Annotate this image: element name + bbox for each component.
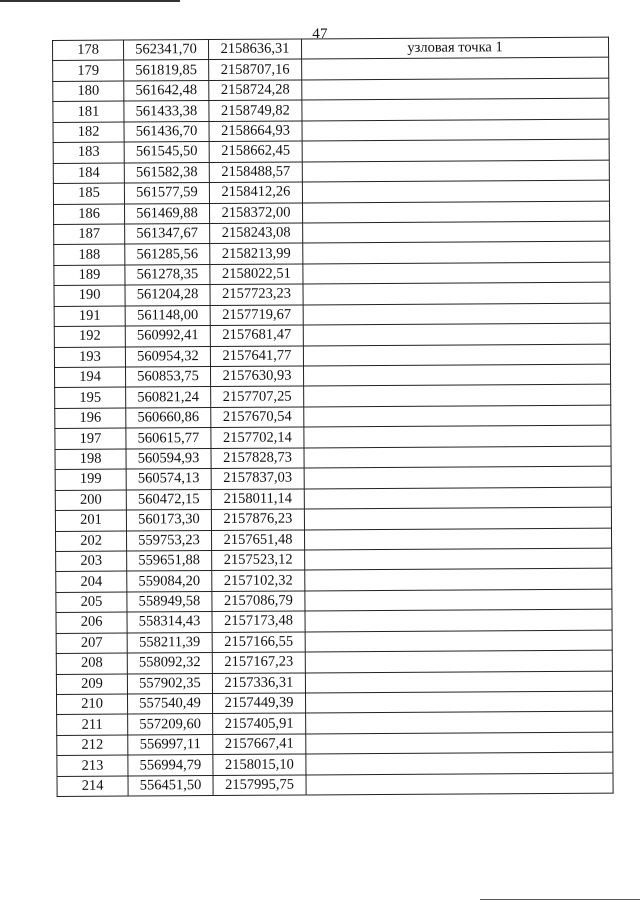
x-coordinate-cell: 560594,93 — [126, 448, 211, 469]
x-coordinate-cell: 557902,35 — [127, 673, 212, 694]
y-coordinate-cell: 2157449,39 — [212, 693, 305, 714]
x-coordinate-cell: 560472,15 — [126, 489, 211, 510]
coordinates-table — [52, 37, 614, 798]
point-number-cell: 206 — [56, 612, 127, 633]
x-coordinate-cell: 560821,24 — [126, 387, 211, 408]
y-coordinate-cell: 2158724,28 — [209, 80, 302, 101]
note-cell — [302, 180, 609, 202]
note-cell — [302, 98, 609, 120]
y-coordinate-cell: 2157641,77 — [210, 346, 303, 367]
note-cell — [305, 691, 612, 713]
point-number-cell: 205 — [56, 592, 127, 613]
point-number-cell: 192 — [54, 326, 125, 347]
x-coordinate-cell: 557209,60 — [128, 714, 213, 735]
note-cell — [304, 528, 611, 550]
x-coordinate-cell: 560615,77 — [126, 428, 211, 449]
point-number-cell: 195 — [55, 387, 126, 408]
top-edge-rule — [0, 0, 180, 2]
point-number-cell: 202 — [55, 531, 126, 552]
coordinates-table-container — [52, 37, 614, 798]
y-coordinate-cell: 2158243,08 — [210, 223, 303, 244]
x-coordinate-cell: 560992,41 — [125, 326, 210, 347]
x-coordinate-cell: 560954,32 — [125, 346, 210, 367]
x-coordinate-cell: 561204,28 — [125, 285, 210, 306]
note-cell — [304, 487, 611, 509]
note-cell — [302, 119, 609, 141]
x-coordinate-cell: 561577,59 — [124, 183, 209, 204]
note-cell — [302, 78, 609, 100]
x-coordinate-cell: 562341,70 — [124, 40, 209, 61]
point-number-cell: 199 — [55, 469, 126, 490]
note-cell — [306, 773, 613, 795]
note-cell — [303, 303, 610, 325]
x-coordinate-cell: 560574,13 — [126, 469, 211, 490]
x-coordinate-cell: 560853,75 — [125, 367, 210, 388]
table-row — [57, 773, 613, 797]
point-number-cell: 213 — [57, 755, 128, 776]
y-coordinate-cell: 2157173,48 — [212, 611, 305, 632]
y-coordinate-cell: 2158022,51 — [210, 264, 303, 285]
note-cell — [306, 752, 613, 774]
point-number-cell: 212 — [57, 735, 128, 756]
note-cell — [304, 507, 611, 529]
point-number-cell: 189 — [54, 265, 125, 286]
note-cell — [302, 160, 609, 182]
point-number-cell: 185 — [53, 183, 124, 204]
point-number-cell: 201 — [55, 510, 126, 531]
y-coordinate-cell: 2158662,45 — [209, 141, 302, 162]
y-coordinate-cell: 2157670,54 — [211, 407, 304, 428]
point-number-cell: 182 — [53, 122, 124, 143]
y-coordinate-cell: 2157167,23 — [212, 652, 305, 673]
y-coordinate-cell: 2157086,79 — [212, 591, 305, 612]
point-number-cell: 184 — [53, 163, 124, 184]
note-cell — [305, 650, 612, 672]
note-cell — [304, 405, 611, 427]
note-cell — [303, 323, 610, 345]
point-number-cell: 214 — [57, 776, 128, 797]
note-cell — [303, 262, 610, 284]
point-number-cell: 187 — [54, 224, 125, 245]
note-cell — [303, 221, 610, 243]
y-coordinate-cell: 2158011,14 — [211, 489, 304, 510]
note-cell: узловая точка 1 — [301, 37, 608, 59]
y-coordinate-cell: 2158488,57 — [209, 162, 302, 183]
point-number-cell: 211 — [57, 714, 128, 735]
x-coordinate-cell: 559084,20 — [127, 571, 212, 592]
note-cell — [304, 425, 611, 447]
x-coordinate-cell: 560173,30 — [126, 510, 211, 531]
note-cell — [302, 139, 609, 161]
note-cell — [302, 58, 609, 80]
x-coordinate-cell: 558092,32 — [127, 653, 212, 674]
x-coordinate-cell: 558949,58 — [127, 591, 212, 612]
note-cell — [306, 712, 613, 734]
note-cell — [306, 732, 613, 754]
point-number-cell: 180 — [53, 81, 124, 102]
point-number-cell: 186 — [54, 204, 125, 225]
x-coordinate-cell: 561545,50 — [124, 142, 209, 163]
note-cell — [304, 466, 611, 488]
note-cell — [303, 344, 610, 366]
note-cell — [303, 282, 610, 304]
x-coordinate-cell: 556994,79 — [128, 755, 213, 776]
note-cell — [305, 630, 612, 652]
x-coordinate-cell: 561642,48 — [124, 80, 209, 101]
coordinates-table-body — [53, 37, 614, 797]
y-coordinate-cell: 2158015,10 — [213, 754, 306, 775]
x-coordinate-cell: 561285,56 — [125, 244, 210, 265]
point-number-cell: 181 — [53, 101, 124, 122]
x-coordinate-cell: 561469,88 — [125, 203, 210, 224]
y-coordinate-cell: 2157723,23 — [210, 284, 303, 305]
point-number-cell: 198 — [55, 449, 126, 470]
y-coordinate-cell: 2157707,25 — [211, 386, 304, 407]
y-coordinate-cell: 2157667,41 — [213, 734, 306, 755]
point-number-cell: 183 — [53, 142, 124, 163]
note-cell — [302, 201, 609, 223]
x-coordinate-cell: 561819,85 — [124, 60, 209, 81]
x-coordinate-cell: 561436,70 — [124, 121, 209, 142]
y-coordinate-cell: 2158749,82 — [209, 100, 302, 121]
x-coordinate-cell: 559753,23 — [126, 530, 211, 551]
note-cell — [304, 446, 611, 468]
y-coordinate-cell: 2157630,93 — [210, 366, 303, 387]
note-cell — [303, 241, 610, 263]
y-coordinate-cell: 2158213,99 — [210, 243, 303, 264]
y-coordinate-cell: 2158412,26 — [209, 182, 302, 203]
point-number-cell: 209 — [56, 674, 127, 695]
point-number-cell: 178 — [53, 40, 124, 61]
note-cell — [305, 671, 612, 693]
point-number-cell: 204 — [56, 571, 127, 592]
point-number-cell: 208 — [56, 653, 127, 674]
y-coordinate-cell: 2157651,48 — [211, 529, 304, 550]
bottom-edge-rule — [480, 899, 640, 900]
point-number-cell: 190 — [54, 285, 125, 306]
x-coordinate-cell: 561148,00 — [125, 305, 210, 326]
point-number-cell: 194 — [55, 367, 126, 388]
point-number-cell: 207 — [56, 633, 127, 654]
note-cell — [304, 385, 611, 407]
y-coordinate-cell: 2157837,03 — [211, 468, 304, 489]
x-coordinate-cell: 561433,38 — [124, 101, 209, 122]
x-coordinate-cell: 558314,43 — [127, 612, 212, 633]
y-coordinate-cell: 2157336,31 — [212, 673, 305, 694]
point-number-cell: 200 — [55, 490, 126, 511]
point-number-cell: 179 — [53, 61, 124, 82]
point-number-cell: 203 — [56, 551, 127, 572]
x-coordinate-cell: 556997,11 — [128, 734, 213, 755]
y-coordinate-cell: 2158707,16 — [209, 59, 302, 80]
page-number: 47 — [312, 26, 328, 42]
x-coordinate-cell: 556451,50 — [128, 775, 213, 796]
x-coordinate-cell: 561347,67 — [125, 223, 210, 244]
y-coordinate-cell: 2157523,12 — [212, 550, 305, 571]
y-coordinate-cell: 2157102,32 — [212, 570, 305, 591]
point-number-cell: 191 — [54, 306, 125, 327]
x-coordinate-cell: 557540,49 — [127, 694, 212, 715]
y-coordinate-cell: 2158372,00 — [209, 202, 302, 223]
y-coordinate-cell: 2157719,67 — [210, 305, 303, 326]
x-coordinate-cell: 559651,88 — [127, 550, 212, 571]
point-number-cell: 188 — [54, 244, 125, 265]
y-coordinate-cell: 2158636,31 — [209, 39, 302, 60]
y-coordinate-cell: 2157681,47 — [210, 325, 303, 346]
note-cell — [305, 589, 612, 611]
x-coordinate-cell: 561582,38 — [124, 162, 209, 183]
y-coordinate-cell: 2158664,93 — [209, 121, 302, 142]
x-coordinate-cell: 561278,35 — [125, 264, 210, 285]
point-number-cell: 210 — [56, 694, 127, 715]
note-cell — [305, 609, 612, 631]
y-coordinate-cell: 2157876,23 — [211, 509, 304, 530]
note-cell — [303, 364, 610, 386]
note-cell — [305, 548, 612, 570]
x-coordinate-cell: 558211,39 — [127, 632, 212, 653]
point-number-cell: 197 — [55, 428, 126, 449]
y-coordinate-cell: 2157405,91 — [213, 713, 306, 734]
y-coordinate-cell: 2157702,14 — [211, 427, 304, 448]
point-number-cell: 193 — [54, 347, 125, 368]
y-coordinate-cell: 2157828,73 — [211, 448, 304, 469]
x-coordinate-cell: 560660,86 — [126, 407, 211, 428]
point-number-cell: 196 — [55, 408, 126, 429]
y-coordinate-cell: 2157995,75 — [213, 775, 306, 796]
y-coordinate-cell: 2157166,55 — [212, 632, 305, 653]
note-cell — [305, 568, 612, 590]
